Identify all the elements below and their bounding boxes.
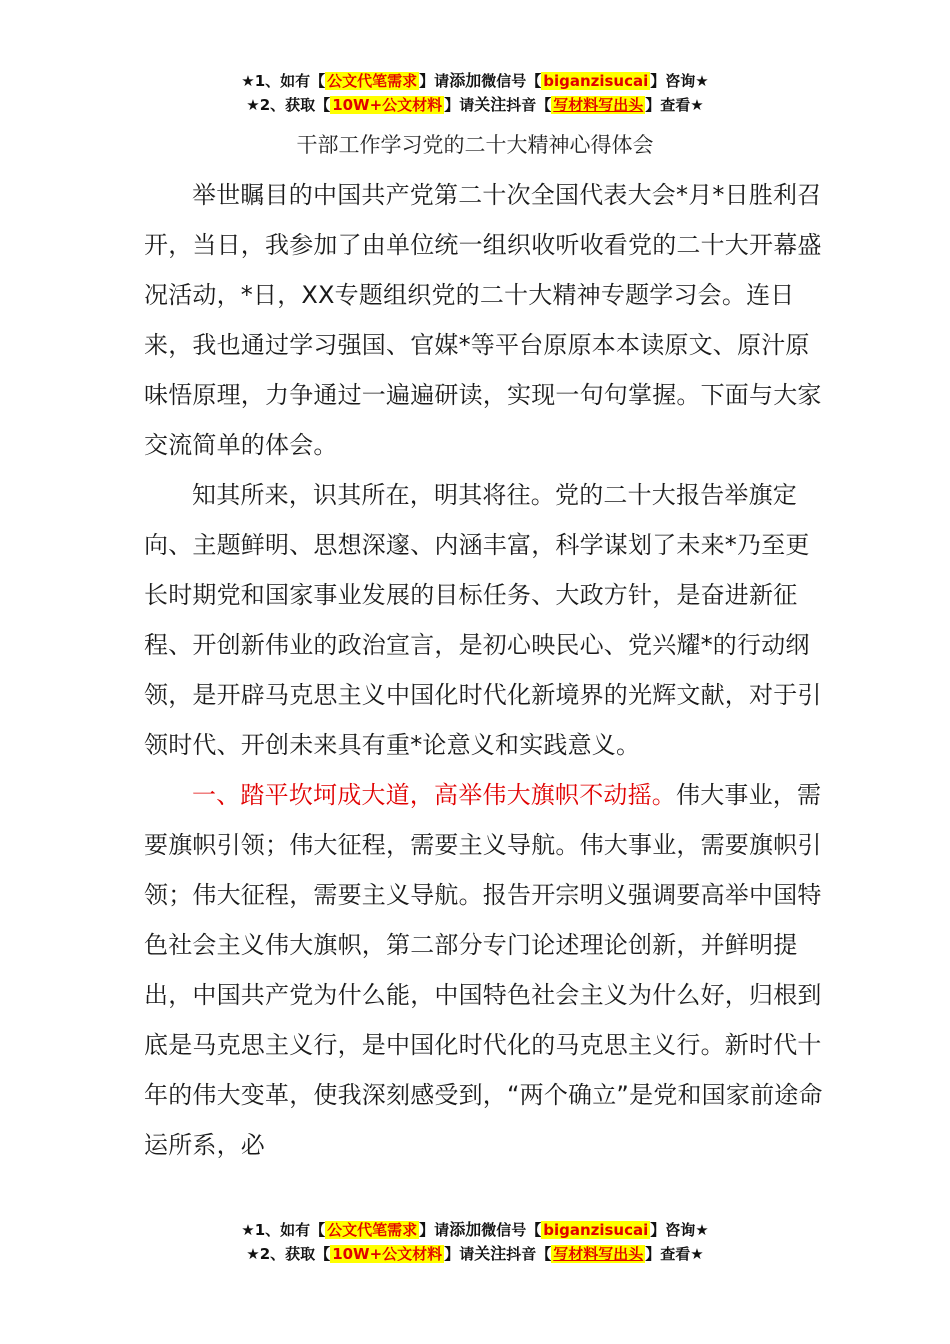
footer-promo-banner	[0, 1218, 950, 1266]
promo-text: 微信号【	[481, 72, 542, 90]
promo-highlight: 公文代笔需求	[327, 72, 418, 90]
promo-text: 】请	[419, 1221, 450, 1239]
promo-text: 】查看★	[645, 1245, 704, 1263]
promo-highlight: 公文代笔需求	[327, 1221, 418, 1239]
section-heading-1: 一、踏平坎坷成大道，高举伟大旗帜不动摇。	[192, 781, 676, 809]
promo-text: ★2、获取【	[246, 1245, 331, 1263]
document-title: 干部工作学习党的二十大精神心得体会	[296, 133, 654, 157]
promo-line-1	[0, 69, 950, 93]
promo-text: 抖音【	[506, 96, 552, 114]
paragraph-3-text: 伟大事业，需要旗帜引领；伟大征程，需要主义导航。伟大事业，需要旗帜引领；伟大征程，需要主义导航。报告开宗明义强调要高举中国特色社会主义伟大旗帜，第二部分专门论述理论创新，并鲜明提出，中国共产党为什么能，中国特色社会主义为什么好，归根到底是马克思主义行，是中国化时代化的马克思主义行。新时代十年的伟大变革，使我深刻感受到，“两个确立”是党和国家前途命运所系，必	[144, 781, 823, 1159]
promo-text: 】咨询★	[650, 1221, 709, 1239]
promo-wechat-id: biganzisucai	[543, 72, 649, 90]
promo-highlight: 10W+公文材料	[332, 1245, 443, 1263]
promo-emphasis: 添加	[449, 1220, 482, 1239]
promo-text: 微信号【	[481, 1221, 542, 1239]
promo-emphasis: 添加	[449, 71, 482, 90]
promo-line-2	[0, 93, 950, 117]
promo-wechat-id: biganzisucai	[543, 1221, 649, 1239]
header-promo-banner	[0, 69, 950, 117]
promo-text: ★2、获取【	[246, 96, 331, 114]
promo-emphasis: 关注	[474, 1244, 507, 1263]
promo-douyin-id: 写材料写出头	[553, 96, 644, 114]
promo-highlight: 10W+公文材料	[332, 96, 443, 114]
promo-line-1	[0, 1218, 950, 1242]
promo-text: 】查看★	[645, 96, 704, 114]
promo-line-2	[0, 1242, 950, 1266]
promo-text: 】请	[444, 96, 475, 114]
paragraph-3	[144, 770, 824, 1170]
promo-text: ★1、如有【	[241, 72, 326, 90]
promo-text: 】请	[419, 72, 450, 90]
paragraph-2: 知其所来，识其所在，明其将往。党的二十大报告举旗定向、主题鲜明、思想深邃、内涵丰富，科学谋划了未来*乃至更长时期党和国家事业发展的目标任务、大政方针，是奋进新征程、开创新伟业的政治宣言，是初心映民心、党兴耀*的行动纲领，是开辟马克思主义中国化时代化新境界的光辉文献，对于引领时代、开创未来具有重*论意义和实践意义。	[144, 481, 822, 759]
document-body	[144, 170, 824, 1170]
promo-douyin-id: 写材料写出头	[553, 1245, 644, 1263]
promo-text: 】咨询★	[650, 72, 709, 90]
paragraph-1: 举世瞩目的中国共产党第二十次全国代表大会*月*日胜利召开，当日，我参加了由单位统一组织收听收看党的二十大开幕盛况活动，*日，XX专题组织党的二十大精神专题学习会。连日来，我也通过学习强国、官媒*等平台原原本本读原文、原汁原味悟原理，力争通过一遍遍研读，实现一句句掌握。下面与大家交流简单的体会。	[144, 181, 822, 459]
promo-text: ★1、如有【	[241, 1221, 326, 1239]
promo-text: 抖音【	[506, 1245, 552, 1263]
promo-emphasis: 关注	[474, 95, 507, 114]
promo-text: 】请	[444, 1245, 475, 1263]
